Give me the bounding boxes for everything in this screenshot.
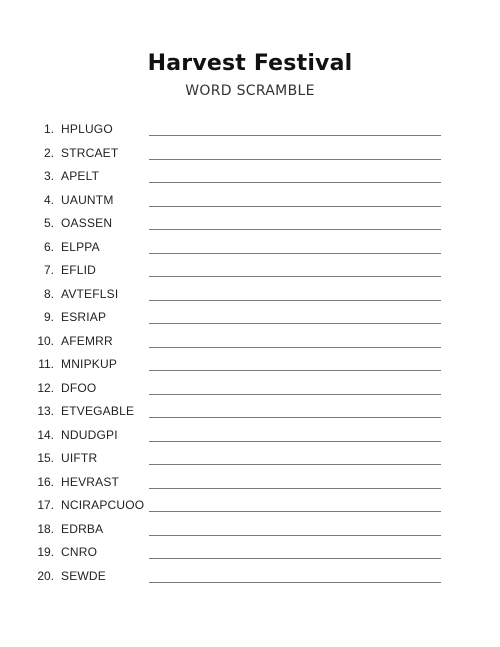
list-item [0,212,500,236]
list-item [0,541,500,565]
item-number: 17. [37,498,54,512]
item-number: 7. [43,263,54,277]
answer-line[interactable] [149,159,441,160]
answer-line[interactable] [149,253,441,254]
item-number: 9. [43,310,54,324]
scrambled-word: STRCAET [61,145,119,160]
scrambled-word: UIFTR [61,451,98,465]
scrambled-word: ETVEGABLE [61,404,135,418]
scrambled-word: AFEMRR [61,333,113,348]
answer-line[interactable] [149,323,441,324]
item-number: 15. [37,451,54,465]
list-item [0,400,500,424]
list-item [0,353,500,377]
item-number: 11. [38,357,54,371]
scrambled-word: AVTEFLSI [61,286,119,301]
answer-line[interactable] [149,229,441,230]
scrambled-word: EDRBA [61,521,104,536]
answer-line[interactable] [149,300,441,301]
list-item [0,283,500,307]
item-number: 12. [37,380,54,395]
answer-line[interactable] [149,394,441,395]
item-number: 6. [43,239,54,254]
answer-line[interactable] [149,417,441,418]
list-item [0,377,500,401]
answer-line[interactable] [149,135,441,136]
scrambled-word: DFOO [61,380,97,395]
item-number: 2. [43,145,54,160]
answer-line[interactable] [149,370,441,371]
scrambled-word: CNRO [61,545,98,559]
scrambled-word: HPLUGO [61,122,113,136]
scrambled-word: OASSEN [61,216,113,230]
item-number: 1. [43,122,54,136]
word-list [0,118,500,588]
list-item [0,118,500,142]
list-item [0,494,500,518]
list-item [0,471,500,495]
scrambled-word: NDUDGPI [61,427,118,442]
answer-line[interactable] [149,441,441,442]
scrambled-word: HEVRAST [61,474,120,489]
item-number: 5. [43,216,54,230]
page-title: Harvest Festival [147,51,353,76]
page-subtitle: WORD SCRAMBLE [185,83,315,99]
answer-line[interactable] [149,182,441,183]
item-number: 8. [43,286,54,301]
item-number: 20. [37,568,54,583]
item-number: 14. [37,427,54,442]
item-number: 10. [37,333,54,348]
list-item [0,424,500,448]
answer-line[interactable] [149,206,441,207]
answer-line[interactable] [149,535,441,536]
answer-line[interactable] [149,488,441,489]
scrambled-word: NCIRAPCUOO [61,498,145,512]
item-number: 4. [43,192,54,207]
list-item [0,236,500,260]
item-number: 16. [37,474,54,489]
list-item [0,142,500,166]
list-item [0,306,500,330]
scrambled-word: ESRIAP [61,310,107,324]
list-item [0,189,500,213]
item-number: 19. [37,545,54,559]
item-number: 18. [37,521,54,536]
item-number: 3. [43,169,54,183]
list-item [0,165,500,189]
answer-line[interactable] [149,558,441,559]
answer-line[interactable] [149,276,441,277]
list-item [0,330,500,354]
scrambled-word: UAUNTM [61,192,114,207]
item-number: 13. [37,404,54,418]
list-item [0,565,500,589]
scrambled-word: SEWDE [61,568,107,583]
list-item [0,518,500,542]
answer-line[interactable] [149,464,441,465]
list-item [0,447,500,471]
scrambled-word: ELPPA [61,239,100,254]
answer-line[interactable] [149,582,441,583]
answer-line[interactable] [149,347,441,348]
scrambled-word: MNIPKUP [61,357,118,371]
scrambled-word: EFLID [61,263,97,277]
scrambled-word: APELT [61,169,100,183]
list-item [0,259,500,283]
answer-line[interactable] [149,511,441,512]
